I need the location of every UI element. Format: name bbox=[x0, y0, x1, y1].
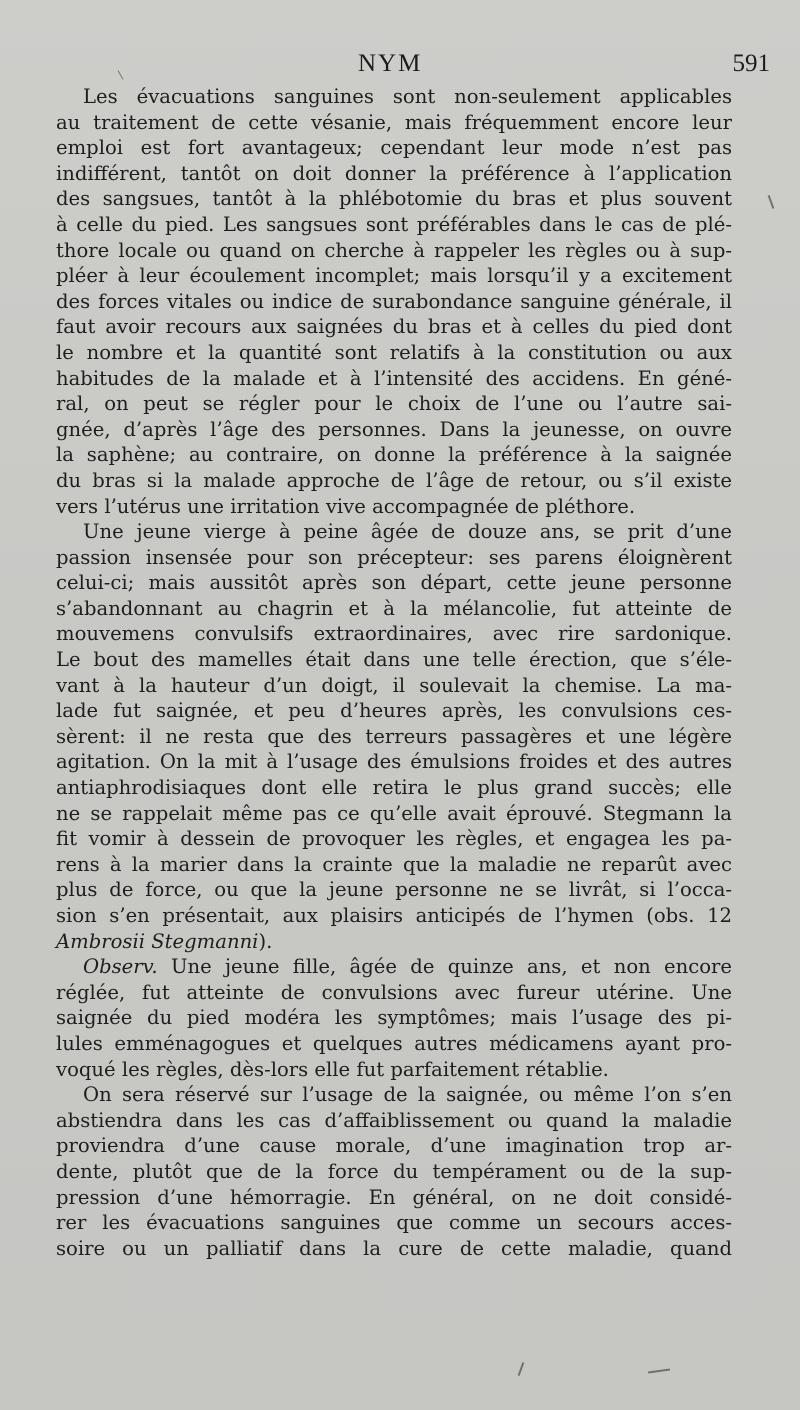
text-line: s’abandonnant au chagrin et à la mélancolie, fut atteinte de bbox=[56, 596, 732, 620]
running-head: NYM bbox=[358, 50, 423, 77]
text-line: au traitement de cette vésanie, mais fréquemment encore leur bbox=[56, 110, 732, 134]
text-line: fit vomir à dessein de provoquer les règles, et engagea les pa- bbox=[56, 827, 732, 851]
text-line: lules emménagogues et quelques autres médicamens ayant pro- bbox=[56, 1031, 732, 1055]
text-line: du bras si la malade approche de l’âge de retour, ou s’il existe bbox=[56, 468, 732, 492]
body-text bbox=[56, 84, 732, 1261]
paragraph-caution bbox=[56, 1082, 732, 1261]
text-line: antiaphrodisiaques dont elle retira le plus grand succès; elle bbox=[56, 776, 732, 800]
text-line: réglée, fut atteinte de convulsions avec fureur utérine. Une bbox=[56, 980, 732, 1004]
text-line: sèrent: il ne resta que des terreurs passagères et une légère bbox=[56, 724, 732, 748]
text-line: plus de force, ou que la jeune personne ne se livrât, si l’occa- bbox=[56, 878, 732, 902]
text-line: Les évacuations sanguines sont non-seulement applicables bbox=[83, 85, 732, 108]
text-line: à celle du pied. Les sangsues sont préférables dans le cas de plé- bbox=[56, 212, 732, 236]
text-line: saignée du pied modéra les symptômes; mais l’usage des pi- bbox=[56, 1006, 732, 1030]
text-line: rens à la marier dans la crainte que la maladie ne reparût avec bbox=[56, 852, 732, 876]
text-line: sion s’en présentait, aux plaisirs anticipés de l’hymen (obs. 12 bbox=[56, 904, 732, 927]
text-line: voqué les règles, dès-lors elle fut parfaitement rétablie. bbox=[56, 1057, 609, 1081]
text-line: le nombre et la quantité sont relatifs à la constitution ou aux bbox=[56, 340, 732, 364]
text-line: vers l’utérus une irritation vive accompagnée de pléthore. bbox=[56, 494, 636, 518]
text-line: agitation. On la mit à l’usage des émulsions froides et des autres bbox=[56, 750, 732, 774]
text-line: vant à la hauteur d’un doigt, il soulevait la chemise. La ma- bbox=[56, 673, 732, 697]
text-line: emploi est fort avantageux; cependant leur mode n’est pas bbox=[56, 136, 732, 160]
citation-close: ). bbox=[258, 929, 273, 953]
text-line: soire ou un palliatif dans la cure de cette maladie, quand bbox=[56, 1236, 732, 1260]
citation-line bbox=[56, 929, 732, 955]
text-line: dente, plutôt que de la force du tempérament ou de la sup- bbox=[56, 1159, 732, 1183]
observation-label: Observ. bbox=[83, 955, 158, 979]
text-line: passion insensée pour son précepteur: ses parens éloignèrent bbox=[56, 545, 732, 569]
text-line: rer les évacuations sanguines que comme un secours acces- bbox=[56, 1211, 732, 1235]
page-header bbox=[0, 50, 800, 82]
text-line: des sangsues, tantôt à la phlébotomie du bras et plus souvent bbox=[56, 187, 732, 211]
text-line: On sera réservé sur l’usage de la saignée, ou même l’on s’en bbox=[83, 1083, 732, 1107]
text-line: pression d’une hémorragie. En général, on ne doit considé- bbox=[56, 1185, 732, 1209]
text-line: Le bout des mamelles était dans une telle érection, que s’éle- bbox=[56, 648, 732, 672]
margin-speck bbox=[518, 1362, 524, 1376]
paragraph-bloodletting bbox=[56, 84, 732, 519]
text-line: proviendra d’une cause morale, d’une imagination trop ar- bbox=[56, 1134, 732, 1158]
text-line: habitudes de la malade et à l’intensité des accidens. En géné- bbox=[56, 366, 732, 390]
margin-speck bbox=[768, 195, 774, 209]
text-line: ne se rappelait même pas ce qu’elle avait éprouvé. Stegmann la bbox=[56, 801, 732, 825]
text-line: thore locale ou quand on cherche à rappeler les règles ou à sup- bbox=[56, 238, 732, 262]
page-number: 591 bbox=[732, 50, 770, 77]
text-line: lade fut saignée, et peu d’heures après, les convulsions ces- bbox=[56, 699, 732, 723]
text-line: pléer à leur écoulement incomplet; mais lorsqu’il y a excitement bbox=[56, 264, 732, 288]
text-line: gnée, d’après l’âge des personnes. Dans la jeunesse, on ouvre bbox=[56, 417, 732, 441]
text-line: Une jeune vierge à peine âgée de douze ans, se prit d’une bbox=[83, 520, 732, 544]
text-line: indifférent, tantôt on doit donner la préférence à l’application bbox=[56, 161, 732, 185]
citation-author: Ambrosii Stegmanni bbox=[56, 929, 259, 953]
text-line: faut avoir recours aux saignées du bras et à celles du pied dont bbox=[56, 315, 732, 339]
text-line: ral, on peut se régler pour le choix de l’une ou l’autre sai- bbox=[56, 392, 732, 416]
paragraph-observation bbox=[56, 954, 732, 1082]
text-line: des forces vitales ou indice de surabondance sanguine générale, il bbox=[56, 289, 732, 313]
text-line: mouvemens convulsifs extraordinaires, avec rire sardonique. bbox=[56, 622, 732, 646]
paragraph-case-young-virgin bbox=[56, 519, 732, 954]
text-line bbox=[56, 954, 732, 980]
text-line: la saphène; au contraire, on donne la préférence à la saignée bbox=[56, 443, 732, 467]
margin-speck bbox=[648, 1368, 670, 1373]
text-line: celui-ci; mais aussitôt après son départ, cette jeune personne bbox=[56, 571, 732, 595]
text-line: abstiendra dans les cas d’affaiblissement ou quand la maladie bbox=[56, 1108, 732, 1132]
observation-text: Une jeune fille, âgée de quinze ans, et non encore bbox=[170, 955, 732, 979]
